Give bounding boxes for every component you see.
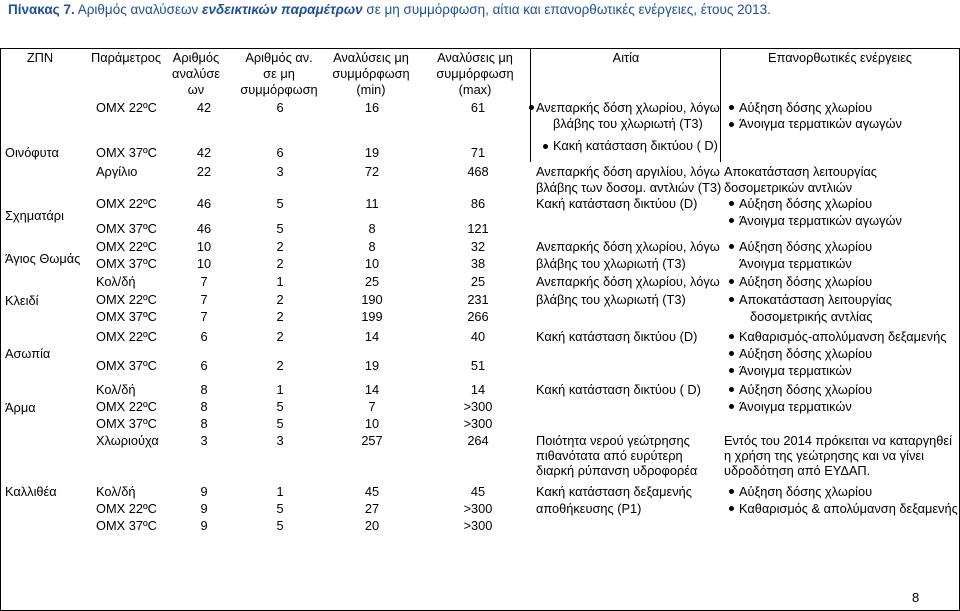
cause-6: Κακή κατάσταση δικτύου (D) [536,329,698,344]
row-num-analyses: 8 [200,399,208,414]
zone-kleidi: Κλειδί [5,293,39,308]
row-max: 51 [470,358,486,373]
action-7-line2: Άνοιγμα τερματικών [739,399,852,414]
row-num-noncompliant: 2 [276,358,284,373]
row-parameter: ΟΜΧ 37ºC [96,221,157,236]
row-num-analyses: 9 [200,518,208,533]
row-parameter: Κολ/δή [96,484,136,499]
action-5-line1: Αύξηση δόσης χλωρίου [739,274,873,289]
action-6-line3: Άνοιγμα τερματικών [739,363,852,378]
cause-2-line1: Ανεπαρκής δόση αργιλίου, λόγω [536,164,720,179]
header-divider-actions [720,48,721,97]
row-min: 10 [364,256,380,271]
zone-asopia: Ασωπία [5,346,51,361]
row-min: 190 [361,292,383,307]
row-num-noncompliant: 5 [276,416,284,431]
row-min: 11 [365,196,379,211]
header-parameter: Παράμετρος [90,50,162,65]
action-1-line1: Αύξηση δόσης χλωρίου [739,100,873,115]
table-top-rule [0,48,960,49]
action-1-line2: Άνοιγμα τερματικών αγωγών [739,116,902,131]
bullet-icon [729,368,734,373]
header-max-2: συμμόρφωση [436,66,514,81]
bullet-icon [729,279,734,284]
cause-1-line2: βλάβης του χλωριωτή (Τ3) [553,116,703,131]
row-max: 61 [470,100,486,115]
row-num-noncompliant: 3 [276,164,284,179]
row-max: 40 [470,329,486,344]
row-parameter: ΟΜΧ 37ºC [96,358,157,373]
row-max: 121 [467,221,489,236]
header-cause: Αιτία [612,50,640,65]
caption-text-1: Αριθμός αναλύσεων [74,2,203,17]
action-2-line2: δοσομετρικών αντλιών [724,180,853,195]
bullet-icon [729,201,734,206]
row-min: 27 [364,501,380,516]
row-num-noncompliant: 1 [276,382,284,397]
row-num-noncompliant: 2 [276,309,284,324]
row-num-analyses: 42 [196,145,212,160]
row-num-analyses: 8 [200,416,208,431]
row-min: 14 [364,382,380,397]
row-num-noncompliant: 1 [276,274,284,289]
zone-oinofyta: Οινόφυτα [5,145,59,160]
header-num-analyses-2: αναλύσε [172,66,220,81]
bullet-icon [529,105,534,110]
row-parameter: ΟΜΧ 22ºC [96,239,157,254]
header-min-1: Αναλύσεις μη [333,50,409,65]
action-2-line1: Αποκατάσταση λειτουργίας [724,164,877,179]
row-num-noncompliant: 5 [276,518,284,533]
row-num-analyses: 9 [200,484,208,499]
row-max: 45 [470,484,486,499]
row-min: 199 [361,309,383,324]
row-min: 8 [368,221,376,236]
header-max-1: Αναλύσεις μη [437,50,513,65]
bullet-icon [729,334,734,339]
caption-text-2: σε μη συμμόρφωση, αίτια και επανορθωτικές ενέργειες, έτους 2013. [362,2,771,17]
action-8: Εντός του 2014 πρόκειται να καταργηθεί η χρήση της γεώτρησης και να γίνει υδροδότηση από ΕΥΔΑΠ. [724,433,952,478]
header-num-analyses-3: ων [187,82,205,97]
table-left-border [0,48,1,610]
row-num-noncompliant: 6 [276,100,284,115]
row-min: 8 [368,239,376,254]
cause-5-line1: Ανεπαρκής δόση χλωρίου, λόγω [536,274,720,289]
cause-1-line3: Κακή κατάσταση δικτύου ( D) [553,138,718,153]
row-max: 86 [470,196,486,211]
action-4-line1: Αύξηση δόσης χλωρίου [739,239,873,254]
row-min: 72 [364,164,380,179]
bullet-icon [729,122,734,127]
bullet-icon [729,387,734,392]
row-min: 257 [361,433,383,448]
bullet-icon [729,297,734,302]
cause-2-line2: βλάβης των δοσομ. αντλιών (Τ3) [536,180,722,195]
row-num-analyses: 22 [196,164,212,179]
row-num-noncompliant: 2 [276,292,284,307]
action-5-line3: δοσομετρικής αντλίας [750,309,873,324]
row-max: 231 [467,292,489,307]
bullet-icon [729,351,734,356]
bullet-icon [729,244,734,249]
cause-5-line2: βλάβης του χλωριωτή (Τ3) [536,292,686,307]
table-caption [8,2,771,17]
row-max: >300 [463,501,493,516]
action-4-line2: Άνοιγμα τερματικών [739,256,852,271]
bullet-icon [543,144,548,149]
row-max: >300 [463,518,493,533]
row-parameter: ΟΜΧ 22ºC [96,329,157,344]
row-parameter: Κολ/δή [96,274,136,289]
row-parameter: ΟΜΧ 37ºC [96,518,157,533]
cause-9-line2: αποθήκευσης (Ρ1) [536,501,642,516]
action-5-line2: Αποκατάσταση λειτουργίας [739,292,892,307]
action-3-line2: Άνοιγμα τερματικών αγωγών [739,213,902,228]
header-zpn: ΖΠΝ [26,50,54,65]
row-parameter: ΟΜΧ 37ºC [96,309,157,324]
row-num-analyses: 46 [196,221,212,236]
cause-4-line2: βλάβης του χλωριωτή (Τ3) [536,256,686,271]
header-divider-cause [530,48,531,97]
row-max: 264 [467,433,489,448]
row-min: 20 [364,518,380,533]
row-max: 71 [470,145,486,160]
header-num-noncompliant-1: Αριθμός αν. [245,50,313,65]
action-3-line1: Αύξηση δόσης χλωρίου [739,196,873,211]
cause-3: Κακή κατάσταση δικτύου (D) [536,196,698,211]
row-num-analyses: 10 [196,239,212,254]
row-num-analyses: 7 [200,274,208,289]
row-min: 7 [368,399,376,414]
cause-9-line1: Κακή κατάσταση δεξαμενής [536,484,692,499]
row-max: 32 [470,239,486,254]
action-9-line2: Καθαρισμός & απολύμανση δεξαμενής [739,501,958,516]
row-parameter: ΟΜΧ 22ºC [96,196,157,211]
caption-label: Πίνακας 7. [8,2,75,17]
row-min: 19 [364,358,380,373]
bullet-icon [729,218,734,223]
row-parameter: ΟΜΧ 37ºC [96,416,157,431]
row-num-noncompliant: 2 [276,239,284,254]
row-max: 266 [467,309,489,324]
action-7-line1: Αύξηση δόσης χλωρίου [739,382,873,397]
row-num-analyses: 10 [196,256,212,271]
bullet-icon [729,506,734,511]
row-num-analyses: 8 [200,382,208,397]
row-min: 16 [364,100,380,115]
row-num-noncompliant: 3 [276,433,284,448]
zone-arma: Άρμα [5,400,36,415]
row-min: 45 [364,484,380,499]
row-num-analyses: 7 [200,292,208,307]
header-actions: Επανορθωτικές ενέργειες [768,50,912,65]
row-parameter: ΟΜΧ 22ºC [96,100,157,115]
row-parameter: ΟΜΧ 37ºC [96,256,157,271]
row-max: 38 [470,256,486,271]
action-6-line1: Καθαρισμός-απολύμανση δεξαμενής [739,329,947,344]
cause-7: Κακή κατάσταση δικτύου ( D) [536,382,701,397]
bullet-icon [729,404,734,409]
row-num-analyses: 6 [200,358,208,373]
page-number: 8 [912,590,920,605]
zone-schimatari: Σχηματάρι [5,208,64,223]
action-9-line1: Αύξηση δόσης χλωρίου [739,484,873,499]
row-num-noncompliant: 5 [276,196,284,211]
zone-agios-thomas: Άγιος Θωμάς [5,251,81,266]
cause-8: Ποιότητα νερού γεώτρησης πιθανότατα από ευρύτερη διαρκή ρύπανση υδροφορέα [536,433,698,478]
row-divider-2 [720,97,721,162]
row-parameter: ΟΜΧ 22ºC [96,399,157,414]
row-num-noncompliant: 5 [276,501,284,516]
row-parameter: ΟΜΧ 22ºC [96,501,157,516]
row-min: 14 [364,329,380,344]
row-parameter: ΟΜΧ 22ºC [96,292,157,307]
header-min-3: (min) [356,82,386,97]
row-num-noncompliant: 1 [276,484,284,499]
row-parameter: Κολ/δή [96,382,136,397]
zone-kallithea: Καλλιθέα [5,484,57,499]
row-num-analyses: 7 [200,309,208,324]
bullet-icon [729,489,734,494]
row-num-analyses: 9 [200,501,208,516]
row-num-noncompliant: 2 [276,329,284,344]
row-max: 14 [470,382,486,397]
row-num-analyses: 6 [200,329,208,344]
header-min-2: συμμόρφωση [332,66,410,81]
row-num-analyses: 46 [196,196,212,211]
cause-1-line1: Ανεπαρκής δόση χλωρίου, λόγω [536,100,720,115]
row-num-analyses: 3 [200,433,208,448]
row-parameter: Αργίλιο [96,164,138,179]
caption-emphasis: ενδεικτικών παραμέτρων [202,2,363,17]
row-max: 25 [470,274,486,289]
bullet-icon [729,105,734,110]
header-num-analyses-1: Αριθμός [172,50,220,65]
row-max: >300 [463,416,493,431]
header-num-noncompliant-2: σε μη [263,66,295,81]
row-min: 25 [364,274,380,289]
row-parameter: Χλωριούχα [96,433,159,448]
row-max: >300 [463,399,493,414]
row-min: 10 [364,416,380,431]
row-num-noncompliant: 5 [276,221,284,236]
row-num-analyses: 42 [196,100,212,115]
cause-4-line1: Ανεπαρκής δόση χλωρίου, λόγω [536,239,720,254]
row-min: 19 [364,145,380,160]
row-max: 468 [467,164,489,179]
action-6-line2: Αύξηση δόσης χλωρίου [739,346,873,361]
header-num-noncompliant-3: συμμόρφωση [240,82,318,97]
row-num-noncompliant: 5 [276,399,284,414]
row-num-noncompliant: 6 [276,145,284,160]
row-parameter: ΟΜΧ 37ºC [96,145,157,160]
row-num-noncompliant: 2 [276,256,284,271]
header-max-3: (max) [458,82,492,97]
